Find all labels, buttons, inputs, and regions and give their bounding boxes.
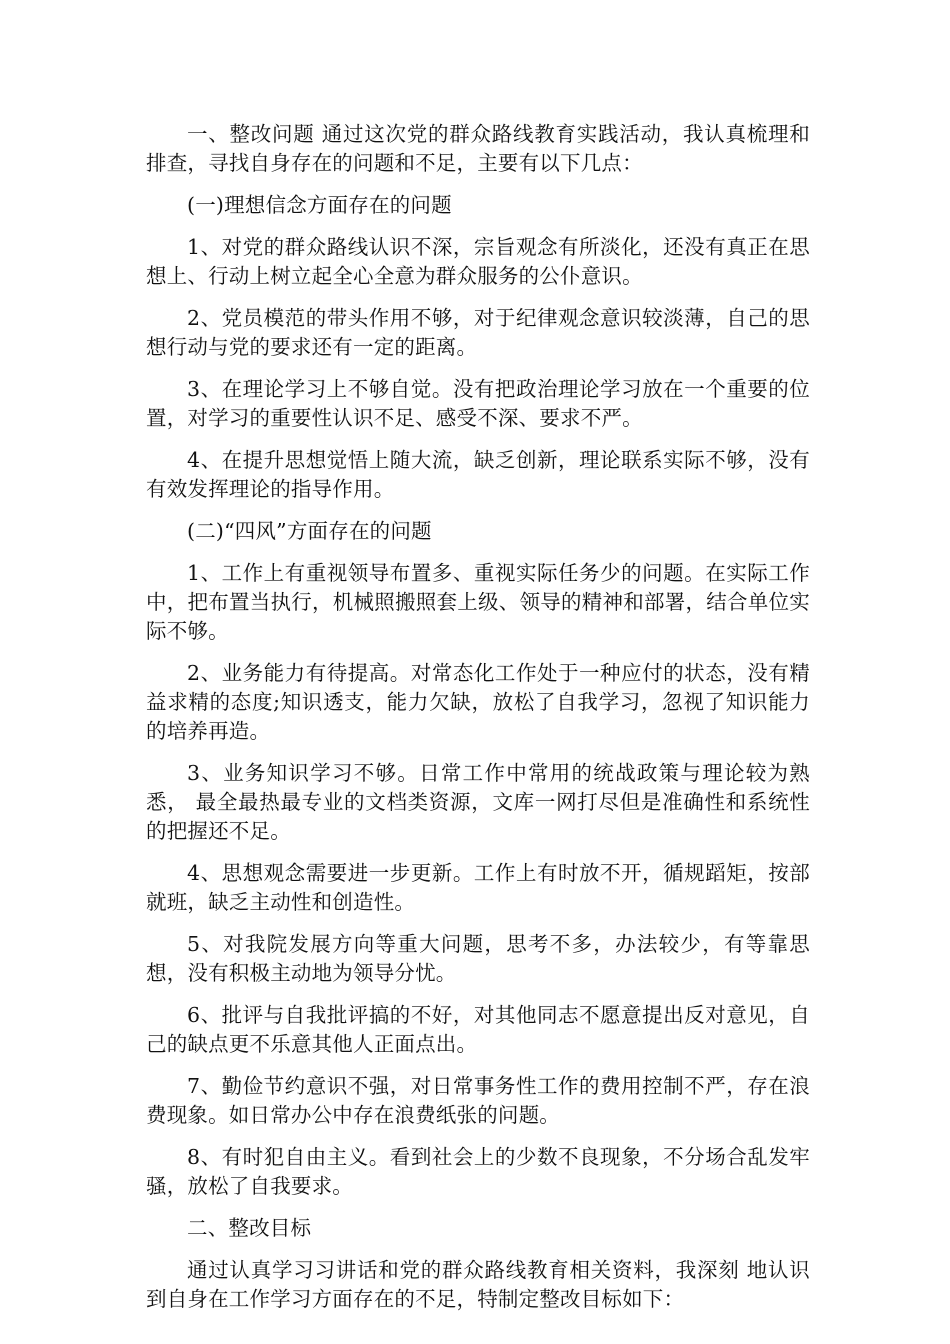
- subsection-heading-ideals-beliefs: (一)理想信念方面存在的问题: [187, 193, 452, 217]
- document-page: [146, 120, 810, 1327]
- paragraph: 6、批评与自我批评搞的不好，对其他同志不愿意提出反对意见，自己的缺点更不乐意其他人正面点出。: [146, 1003, 810, 1056]
- paragraph: 8、有时犯自由主义。看到社会上的少数不良现象，不分场合乱发牢骚，放松了自我要求。: [146, 1145, 810, 1198]
- section-heading-rectification-goals: 二、整改目标: [187, 1216, 312, 1240]
- paragraph: 1、对党的群众路线认识不深，宗旨观念有所淡化，还没有真正在思想上、行动上树立起全心全意为群众服务的公仆意识。: [146, 235, 810, 288]
- paragraph: 2、党员模范的带头作用不够，对于纪律观念意识较淡薄，自己的思想行动与党的要求还有一定的距离。: [146, 306, 810, 359]
- paragraph: 4、在提升思想觉悟上随大流，缺乏创新，理论联系实际不够，没有有效发挥理论的指导作用。: [146, 448, 810, 501]
- paragraph: 3、在理论学习上不够自觉。没有把政治理论学习放在一个重要的位置，对学习的重要性认识不足、感受不深、要求不严。: [146, 377, 810, 430]
- paragraph: 5、对我院发展方向等重大问题，思考不多，办法较少，有等靠思想，没有积极主动地为领导分忧。: [146, 932, 810, 985]
- paragraph: 通过认真学习习讲话和党的群众路线教育相关资料，我深刻 地认识到自身在工作学习方面存在的不足，特制定整改目标如下：: [146, 1258, 810, 1311]
- paragraph: 1、工作上有重视领导布置多、重视实际任务少的问题。在实际工作中，把布置当执行，机械照搬照套上级、领导的精神和部署，结合单位实际不够。: [146, 561, 810, 643]
- subsection-heading-four-styles: (二)“四风”方面存在的问题: [187, 519, 432, 543]
- section-heading-rectification-issues: 一、整改问题 通过这次党的群众路线教育实践活动，我认真梳理和排查，寻找自身存在的问题和不足，主要有以下几点：: [146, 122, 810, 175]
- paragraph: 2、业务能力有待提高。对常态化工作处于一种应付的状态，没有精益求精的态度;知识透支，能力欠缺，放松了自我学习，忽视了知识能力的培养再造。: [146, 661, 810, 743]
- paragraph: 7、勤俭节约意识不强，对日常事务性工作的费用控制不严，存在浪费现象。如日常办公中存在浪费纸张的问题。: [146, 1074, 810, 1127]
- paragraph: 4、思想观念需要进一步更新。工作上有时放不开，循规蹈矩，按部就班，缺乏主动性和创造性。: [146, 861, 810, 914]
- paragraph: 3、业务知识学习不够。日常工作中常用的统战政策与理论较为熟悉， 最全最热最专业的文档类资源，文库一网打尽但是准确性和系统性的把握还不足。: [146, 761, 810, 843]
